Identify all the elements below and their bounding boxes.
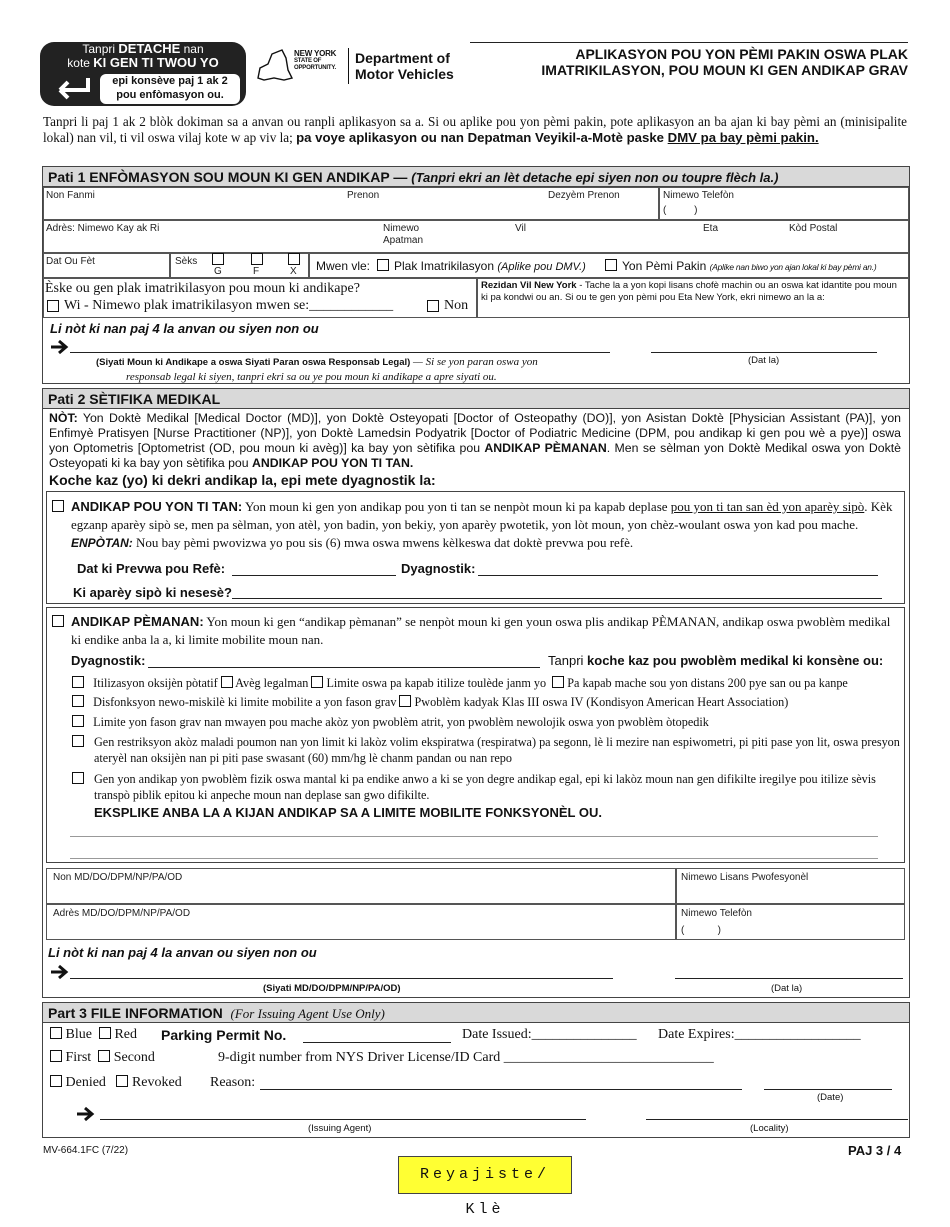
neuro-checkbox[interactable] bbox=[72, 695, 84, 707]
legs-checkbox[interactable] bbox=[311, 676, 323, 688]
permit-checkbox[interactable] bbox=[605, 259, 617, 271]
phone-label: Nimewo Telefòn bbox=[663, 190, 734, 201]
date-caption: (Date) bbox=[817, 1092, 844, 1103]
plate-no-label: Non bbox=[444, 298, 469, 313]
part3-header bbox=[43, 1003, 909, 1023]
section-note: (Tanpri ekri an lèt detache epi siyen non ou toupre flèch la.) bbox=[411, 170, 779, 185]
condition-label: Disfonksyon newo-miskilè ki limite mobilite a yon fason grav bbox=[93, 695, 397, 709]
section-title: Pati 1 ENFÒMASYON SOU MOUN KI GEN ANDIKAP — bbox=[48, 169, 412, 185]
title-line: IMATRIKILASYON, POU MOUN KI GEN ANDIKAP GRAV bbox=[541, 62, 908, 78]
middle-name-label: Dezyèm Prenon bbox=[548, 190, 620, 201]
second-checkbox[interactable] bbox=[98, 1050, 110, 1062]
date-expires-field[interactable]: Date Expires:__________________ bbox=[658, 1027, 861, 1042]
issuing-agent-line[interactable] bbox=[100, 1119, 586, 1120]
arrow-right-icon bbox=[50, 964, 70, 980]
section-title: Pati 2 SÈTIFIKA MEDIKAL bbox=[48, 391, 221, 407]
condition-label: Limite yon fason grav nan mwayen pou mache akòz yon pwoblèm atrit, yon pwoblèm newolojik oswa yon pwoblèm òtopedik bbox=[93, 715, 709, 729]
phone-area-code[interactable]: ( ) bbox=[663, 205, 698, 216]
provider-signature-line[interactable] bbox=[70, 978, 613, 979]
last-name-label: Non Fanmi bbox=[46, 190, 95, 201]
plate-yes-checkbox[interactable] bbox=[47, 300, 59, 312]
plate-no-checkbox[interactable] bbox=[427, 300, 439, 312]
condition-label: Pa kapab mache sou yon distans 200 pye san ou pa kanpe bbox=[567, 676, 848, 690]
revoked-checkbox[interactable] bbox=[116, 1075, 128, 1087]
badge-text: KI GEN TI TWOU YO bbox=[93, 55, 219, 70]
temporary-text: Yon moun ki gen yon andikap pou yon ti tan se nenpòt moun ki pa kapab deplase bbox=[242, 499, 671, 514]
condition-label: Avèg legalman bbox=[235, 676, 309, 690]
sex-label: Sèks bbox=[175, 256, 198, 267]
blue-checkbox[interactable] bbox=[50, 1027, 62, 1039]
reason-label: Reason: bbox=[210, 1075, 256, 1090]
intro-text: pa voye aplikasyon ou nan Depatman Veyikil-a-Motè paske bbox=[296, 129, 668, 145]
blue-label: Blue bbox=[65, 1027, 92, 1042]
page-title bbox=[480, 46, 908, 78]
condition-label: Pwoblèm kadyak Klas III oswa IV (Kondisyon American Heart Association) bbox=[414, 695, 789, 709]
diagnosis-label: Dyagnostik: bbox=[71, 653, 146, 668]
provider-date-line[interactable] bbox=[675, 978, 903, 979]
nys-dmv-logo bbox=[254, 44, 464, 90]
part2-header bbox=[43, 389, 909, 409]
temporary-title: ANDIKAP POU YON TI TAN: bbox=[71, 499, 243, 514]
sex-option-label: X bbox=[290, 266, 297, 277]
permit-number-label: Parking Permit No. bbox=[161, 1027, 287, 1043]
locality-line[interactable] bbox=[646, 1119, 908, 1120]
condition-label: Gen yon andikap yon pwoblèm fizik oswa mantal ki pa endike anwo a ki se yon degre andikap egal, epi ki lakòz moun nan gen difikilte iregilye pou itilize sèvis transpò piblik epitou ki anpeche moun nan deplase san gwo difikilte. bbox=[94, 772, 876, 802]
logo-text: Department of bbox=[355, 50, 450, 66]
permit-note: (Aplike nan biwo yon ajan lokal ki bay pèmi an.) bbox=[709, 262, 877, 272]
reason-field[interactable] bbox=[260, 1089, 742, 1090]
second-label: Second bbox=[113, 1050, 155, 1065]
other-condition-checkbox[interactable] bbox=[72, 772, 84, 784]
badge-text: kote bbox=[67, 56, 94, 70]
red-checkbox[interactable] bbox=[99, 1027, 111, 1039]
plate-label: Plak Imatrikilasyon bbox=[394, 259, 498, 273]
provider-name-label: Non MD/DO/DPM/NP/PA/OD bbox=[53, 872, 183, 883]
denied-checkbox[interactable] bbox=[50, 1075, 62, 1087]
badge-text: nan bbox=[180, 42, 204, 56]
ny-state-map-icon bbox=[254, 48, 294, 84]
city-label: Vil bbox=[515, 223, 526, 234]
condition-label: Limite oswa pa kapab itilize toulède janm yo bbox=[326, 676, 547, 690]
diagnosis-label: Dyagnostik: bbox=[401, 561, 476, 576]
provider-address-label: Adrès MD/DO/DPM/NP/PA/OD bbox=[53, 908, 191, 919]
badge-text: Tanpri bbox=[82, 42, 119, 56]
detach-badge bbox=[40, 42, 246, 106]
condition-label: Gen restriksyon akòz maladi poumon nan yon limit ki lakòz volim ekspiratwa (respiratwa) pa segonn, lè li mezire nan espiwometri, pi piti pase yon lit, oswa presyon ateryèl nan oksijèn nan pi piti pase swasant (60) mm/hg lè chanm pandan ou nan repo bbox=[94, 735, 900, 765]
badge-text: epi konsève paj 1 ak 2 bbox=[112, 75, 228, 87]
sign-instruction: Li nòt ki nan paj 4 la anvan ou siyen non ou bbox=[50, 321, 319, 336]
recovery-date-field[interactable] bbox=[232, 575, 396, 576]
red-label: Red bbox=[114, 1027, 138, 1042]
first-checkbox[interactable] bbox=[50, 1050, 62, 1062]
important-label: ENPÒTAN: bbox=[71, 536, 133, 550]
sign-instruction: Li nòt ki nan paj 4 la anvan ou siyen non ou bbox=[48, 945, 317, 960]
blind-checkbox[interactable] bbox=[221, 676, 233, 688]
badge-text: DETACHE bbox=[118, 41, 181, 56]
signature-note: — Si se yon paran oswa yon bbox=[410, 356, 538, 368]
license-label: Nimewo Lisans Pwofesyonèl bbox=[681, 872, 809, 883]
badge-text: pou enfòmasyon ou. bbox=[116, 89, 224, 101]
sex-g-checkbox[interactable] bbox=[212, 253, 224, 265]
reset-clear-label: Reyajiste/ Klè bbox=[419, 1166, 550, 1218]
agent-caption: (Issuing Agent) bbox=[308, 1123, 372, 1134]
locality-caption: (Locality) bbox=[750, 1123, 789, 1134]
sex-f-checkbox[interactable] bbox=[251, 253, 263, 265]
date-caption: (Dat la) bbox=[748, 355, 780, 366]
state-label: Eta bbox=[703, 223, 719, 234]
note-text: . Men se sèlman yon Doktè Medikal oswa yon Doktè Osteyopati ki ka bay yon sètifika pou bbox=[49, 441, 901, 470]
dob-label: Dat Ou Fèt bbox=[46, 256, 95, 267]
denied-label: Denied bbox=[65, 1075, 106, 1090]
section-title: Part 3 FILE INFORMATION bbox=[48, 1005, 223, 1021]
note-text: ANDIKAP POU YON TI TAN. bbox=[252, 456, 414, 470]
applicant-signature-line[interactable] bbox=[70, 352, 610, 353]
signature-caption: (Siyati MD/DO/DPM/NP/PA/OD) bbox=[263, 983, 401, 994]
reason-date-field[interactable] bbox=[764, 1089, 892, 1090]
arrow-left-icon bbox=[48, 76, 96, 102]
permanent-disability-checkbox[interactable] bbox=[52, 615, 64, 627]
check-instruction: Koche kaz (yo) ki dekri andikap la, epi mete dyagnostik la bbox=[49, 472, 432, 488]
want-label: Mwen vle: bbox=[316, 259, 371, 273]
permanent-title: ANDIKAP PÈMANAN: bbox=[71, 614, 204, 629]
arrow-right-icon bbox=[50, 339, 70, 355]
provider-phone-area-code[interactable]: ( ) bbox=[681, 925, 721, 936]
sex-option-label: G bbox=[214, 266, 222, 277]
intro-paragraph bbox=[43, 114, 907, 145]
page-number: PAJ 3 / 4 bbox=[848, 1143, 902, 1158]
signature-note: responsab legal ki siyen, tanpri ekri sa ou ye pou moun ki andikape a apre siyati ou. bbox=[126, 371, 497, 383]
sex-option-label: F bbox=[253, 266, 260, 277]
plate-question: Èske ou gen plak imatrikilasyon pou moun ki andikape? bbox=[45, 281, 360, 296]
sex-x-checkbox[interactable] bbox=[288, 253, 300, 265]
apt-label: Apatman bbox=[383, 235, 424, 246]
note-text: Yon Doktè Medikal [Medical Doctor (MD)], yon Doktè Osteyopati [Doctor of Osteopathy (DO)], yon Asistan Doktè [Physician Assistant (PA)], yon Enfimyè Pratisyen [Nurse Practitioner (NP)], yon Doktè Lamedsin Podyatrik [Doctor of Podiatric Medicine (DPM, pou andikap ki gen pou wè a pye)] oswa yon Optometris [Optometrist (OD, pou moun ki avèg)] ka bay yon sètifika pou bbox=[49, 411, 901, 455]
nyc-resident-text: - Tache la a yon kopi lisans chofè machin ou an oswa kat idantite pou moun ki pa kondwi ou an. Si ou te gen yon pèmi pou Eta New York, ekri nimewo an la a: bbox=[481, 280, 897, 303]
address-label: Adrès: Nimewo Kay ak Ri bbox=[46, 223, 160, 234]
plate-yes-label: Wi - Nimewo plak imatrikilasyon mwen se:____________ bbox=[64, 298, 394, 313]
logo-text: Motor Vehicles bbox=[355, 66, 454, 82]
logo-text: STATE OF bbox=[294, 58, 322, 64]
section-note: (For Issuing Agent Use Only) bbox=[230, 1006, 385, 1021]
intro-text: DMV pa bay pèmi pakin. bbox=[667, 129, 819, 145]
note-label: NÒT: bbox=[49, 411, 78, 425]
logo-text: NEW YORK bbox=[294, 49, 337, 58]
revoked-label: Revoked bbox=[131, 1075, 182, 1090]
part1-header bbox=[43, 167, 909, 187]
check-instruction: koche kaz pou pwoblèm medikal ki konsène ou: bbox=[587, 653, 884, 668]
reset-clear-button[interactable] bbox=[398, 1156, 572, 1218]
lung-checkbox[interactable] bbox=[72, 735, 84, 747]
arrow-right-icon bbox=[76, 1106, 96, 1122]
permanent-text: Yon moun ki gen “andikap pèmanan” se nenpòt moun ki gen youn oswa plis andikap PÈMANAN, andikap oswa pwoblèm medikal ki endike anba la a, ki limite mobilite moun nan. bbox=[71, 614, 891, 647]
recovery-date-label: Dat ki Prevwa pou Refè: bbox=[77, 561, 226, 576]
explain-line-1[interactable] bbox=[70, 836, 878, 837]
temporary-text: Nou bay pèmi pwovizwa yo pou sis (6) mwa oswa mwens kèlkeswa dat doktè prevwa pou refè. bbox=[132, 535, 634, 550]
condition-label: Itilizasyon oksijèn pòtatif bbox=[93, 676, 218, 690]
first-label: First bbox=[65, 1050, 92, 1065]
plate-checkbox[interactable] bbox=[377, 259, 389, 271]
temporary-text: . Kèk egzanp aparèy sipò se, men pa sèlman, yon atèl, yon badin, yon bekiy, yon aparèy pwotetik, yon lòt moun, yon chèz-woulant oswa yon kad pou mache. bbox=[71, 499, 893, 532]
permit-label: Yon Pèmi Pakin bbox=[622, 259, 710, 273]
intro-text: Tanpri li paj 1 ak 2 blòk dokiman sa a anvan ou ranpli aplikasyon sa a. Si ou aplike pou yon pèmi pakin, pote aplikasyon an ba ajan ki bay pèmi an (minisipalite lokal) nan vil, ti vil oswa vilaj kote w ap viv la; bbox=[43, 114, 907, 145]
device-field[interactable] bbox=[232, 598, 882, 599]
cardiac-checkbox[interactable] bbox=[399, 695, 411, 707]
date-caption: (Dat la) bbox=[771, 983, 803, 994]
applicant-date-line[interactable] bbox=[651, 352, 877, 353]
temporary-diagnosis-field[interactable] bbox=[478, 575, 878, 576]
license-number-field[interactable]: 9-digit number from NYS Driver License/ID Card ______________________________ bbox=[218, 1050, 714, 1065]
logo-text: OPPORTUNITY. bbox=[294, 65, 336, 71]
apt-label: Nimewo bbox=[383, 223, 420, 234]
temporary-text: pou yon ti tan san èd yon aparèy sipò bbox=[670, 499, 865, 514]
arthritis-checkbox[interactable] bbox=[72, 715, 84, 727]
plate-note: (Aplike pou DMV.) bbox=[497, 261, 586, 273]
form-number: MV-664.1FC (7/22) bbox=[43, 1145, 129, 1156]
explain-instruction: EKSPLIKE ANBA LA A KIJAN ANDIKAP SA A LIMITE MOBILITE FONKSYONÈL OU. bbox=[94, 805, 602, 820]
note-text: ANDIKAP PÈMANAN bbox=[484, 441, 607, 455]
date-issued-field[interactable]: Date Issued:_______________ bbox=[462, 1027, 637, 1042]
permit-number-field[interactable] bbox=[303, 1042, 451, 1043]
first-name-label: Prenon bbox=[347, 190, 380, 201]
signature-caption: (Siyati Moun ki Andikape a oswa Siyati Paran oswa Responsab Legal) bbox=[96, 357, 411, 368]
permanent-diagnosis-field[interactable] bbox=[148, 667, 540, 668]
zip-label: Kòd Postal bbox=[789, 223, 838, 234]
temporary-disability-checkbox[interactable] bbox=[52, 500, 64, 512]
title-line: APLIKASYON POU YON PÈMI PAKIN OSWA PLAK bbox=[575, 46, 908, 62]
check-instruction: Tanpri bbox=[548, 653, 588, 668]
walk-200-checkbox[interactable] bbox=[552, 676, 564, 688]
device-label: Ki aparèy sipò ki nesesè? bbox=[73, 585, 232, 600]
oxygen-checkbox[interactable] bbox=[72, 676, 84, 688]
provider-phone-label: Nimewo Telefòn bbox=[681, 908, 752, 919]
explain-line-2[interactable] bbox=[70, 858, 878, 859]
nyc-resident-title: Rezidan Vil New York bbox=[481, 280, 577, 291]
